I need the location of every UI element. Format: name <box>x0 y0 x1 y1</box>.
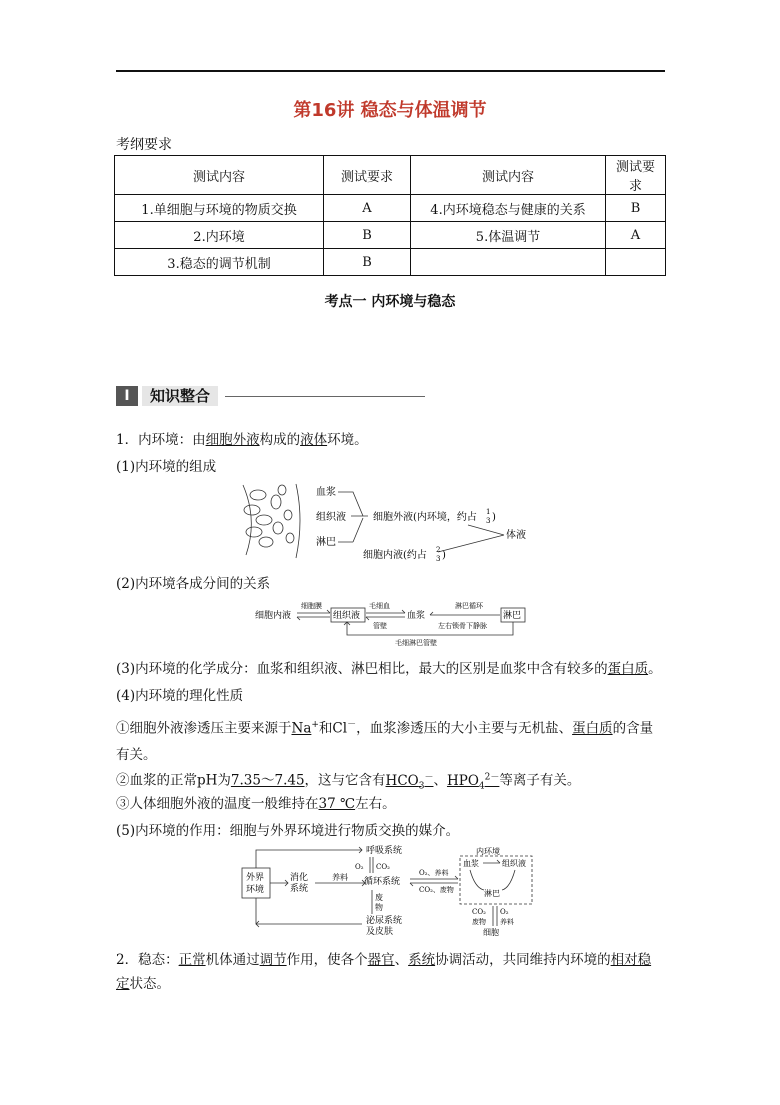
svg-text:2: 2 <box>436 546 441 554</box>
label-capillary: 毛细血 <box>369 602 390 610</box>
label-respiratory: 呼吸系统 <box>366 846 403 856</box>
table-row <box>115 222 666 249</box>
svg-text:物: 物 <box>375 903 383 912</box>
label-external: 外界 <box>246 873 265 883</box>
svg-text:CO₂: CO₂ <box>472 908 486 916</box>
paragraph-osmotic: ①细胞外液渗透压主要来源于Na+和Cl－，血浆渗透压的大小主要与无机盐、蛋白质的含量 有关。 <box>116 720 654 763</box>
table-header: 测试要求 <box>324 156 411 195</box>
label-blood-plasma: 血浆 <box>407 611 426 621</box>
label-capillary-wall: 管壁 <box>373 622 387 630</box>
svg-text:): ) <box>492 512 496 523</box>
requirements-table <box>114 155 666 276</box>
paragraph-ph: ②血浆的正常pH为7.35～7.45，这与它含有$HCO_3^-$、$HPO_4^{2-}$等离子有关。 <box>116 772 581 792</box>
table-cell: 5.体温调节 <box>411 222 606 249</box>
svg-text:养料: 养料 <box>500 918 514 926</box>
top-rule <box>116 70 665 72</box>
cell-cluster-illustration <box>243 484 300 558</box>
svg-text:及皮肤: 及皮肤 <box>366 927 394 937</box>
svg-text:3: 3 <box>486 517 491 525</box>
table-header: 测试内容 <box>411 156 606 195</box>
paragraph-temperature: ③人体细胞外液的温度一般维持在37 ℃左右。 <box>116 796 396 812</box>
table-cell: B <box>606 195 666 222</box>
svg-text:O₂: O₂ <box>500 908 509 916</box>
table-header: 测试要求 <box>606 156 666 195</box>
svg-text:环境: 环境 <box>246 885 265 895</box>
svg-text:): ) <box>442 550 446 561</box>
label-intracellular: 细胞内液 <box>255 611 292 621</box>
label-circulatory: 循环系统 <box>364 877 401 887</box>
relationship-diagram <box>255 600 530 648</box>
label-digestive: 消化 <box>290 873 309 883</box>
table-cell: 3.稳态的调节机制 <box>115 249 324 276</box>
table-cell <box>606 249 666 276</box>
requirements-label: 考纲要求 <box>116 137 172 153</box>
table-cell: 4.内环境稳态与健康的关系 <box>411 195 606 222</box>
label-cell: 细胞 <box>483 928 499 937</box>
paragraph-1: 1．内环境：由细胞外液构成的液体环境。 <box>116 432 368 448</box>
label-cell-membrane: 细胞膜 <box>301 602 322 610</box>
table-cell: 1.单细胞与环境的物质交换 <box>115 195 324 222</box>
svg-text:O₂: O₂ <box>355 863 364 871</box>
label-extracellular-fluid: 细胞外液(内环境，约占 <box>373 512 477 523</box>
table-cell: 2.内环境 <box>115 222 324 249</box>
table-cell: B <box>324 222 411 249</box>
label-intracellular-fluid: 细胞内液(约占 <box>363 550 427 561</box>
label-waste: 废 <box>375 893 383 902</box>
svg-text:CO₂、废物: CO₂、废物 <box>419 886 454 894</box>
section-title: 知识整合 <box>142 386 218 406</box>
heading-composition: (1)内环境的组成 <box>116 459 217 475</box>
svg-text:O₂、养料: O₂、养料 <box>419 869 449 877</box>
label-lymph-box: 淋巴 <box>503 611 522 621</box>
label-body-fluid: 体液 <box>506 530 526 541</box>
label-lymph: 淋巴 <box>316 537 336 548</box>
label-internal-environment: 内环境 <box>476 847 500 856</box>
paragraph-homeostasis: 2．稳态：正常机体通过调节作用，使各个器官、系统协调活动，共同维持内环境的相对稳 定状态。 <box>116 952 652 992</box>
section-subtitle: 考点一 内环境与稳态 <box>324 294 456 310</box>
label-subclavian-vein: 左右锁骨下静脉 <box>438 622 487 630</box>
table-cell: A <box>606 222 666 249</box>
table-header-row <box>115 156 666 195</box>
label-urinary: 泌尿系统 <box>366 916 403 926</box>
section-number: I <box>116 386 138 406</box>
svg-text:废物: 废物 <box>472 918 486 926</box>
label-inner-tissue: 组织液 <box>502 859 526 868</box>
heading-relationship: (2)内环境各成分间的关系 <box>116 576 271 592</box>
section-divider <box>225 396 425 397</box>
svg-text:1: 1 <box>486 508 491 516</box>
table-cell: B <box>324 249 411 276</box>
table-header: 测试内容 <box>115 156 324 195</box>
svg-text:系统: 系统 <box>290 884 309 894</box>
svg-text:CO₂: CO₂ <box>376 863 390 871</box>
label-nutrients: 养料 <box>332 873 348 882</box>
label-lymph-capillary-wall: 毛细淋巴管壁 <box>395 639 437 647</box>
svg-text:3: 3 <box>436 555 441 563</box>
exchange-diagram <box>240 838 540 938</box>
label-lymph-circulation: 淋巴循环 <box>455 602 483 610</box>
label-inner-lymph: 淋巴 <box>484 889 500 898</box>
paragraph-chemical: (3)内环境的化学成分：血浆和组织液、淋巴相比，最大的区别是血浆中含有较多的蛋白质。 <box>116 661 662 677</box>
label-plasma: 血浆 <box>316 487 336 498</box>
heading-properties: (4)内环境的理化性质 <box>116 688 244 704</box>
label-tissue: 组织液 <box>333 611 361 621</box>
table-row <box>115 195 666 222</box>
table-cell <box>411 249 606 276</box>
table-row <box>115 249 666 276</box>
page-title: 第16讲 稳态与体温调节 <box>293 100 487 121</box>
table-cell: A <box>324 195 411 222</box>
label-tissue-fluid: 组织液 <box>316 512 346 523</box>
label-inner-plasma: 血浆 <box>463 859 479 868</box>
paragraph-function: (5)内环境的作用：细胞与外界环境进行物质交换的媒介。 <box>116 823 460 839</box>
composition-diagram <box>238 480 538 565</box>
